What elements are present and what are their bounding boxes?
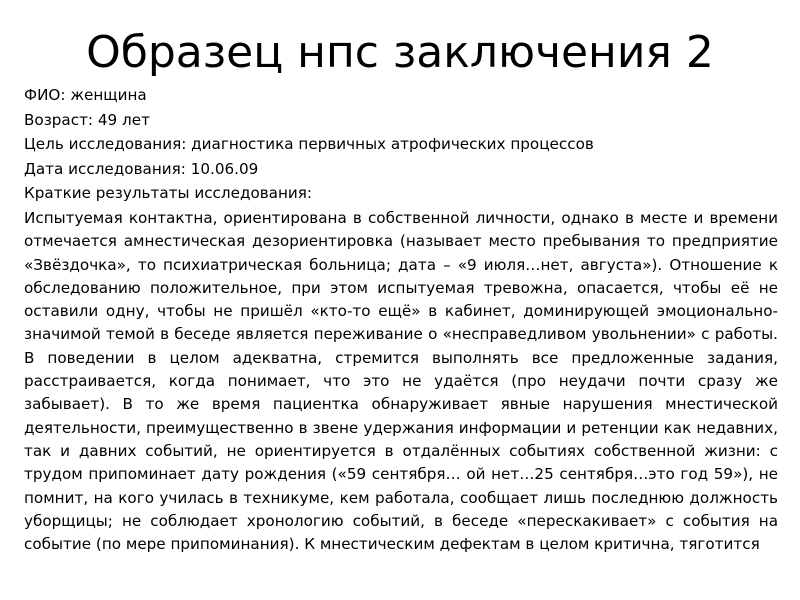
field-age: Возраст: 49 лет: [24, 110, 150, 129]
results-body-text: Испытуемая контактна, ориентирована в собственной личности, однако в месте и времени отмечается амнестическая дезориентировка (называет место пребывания то предприятие «Звёздочка», то психиатрическая больница; дата – «9 июля…нет, августа»). Отношение к обследованию положительное, при этом испытуемая тревожна, опасается, чтобы её не оставили одну, чтобы не пришёл «кто-то ещё» в кабинет, доминирующей эмоционально-значимой темой в беседе является переживание о «несправедливом увольнении» с работы. В поведении в целом адекватна, стремится выполнять все предложенные задания, расстраивается, когда понимает, что это не удаётся (про неудачи почти сразу же забывает). В то же время пациентка обнаруживает явные нарушения мнестической деятельности, преимущественно в звене удержания информации и ретенции как недавних, так и давних событий, не ориентируется в отдалённых событиях собственной жизни: с трудом припоминает дату рождения («59 сентября… ой нет…25 сентября…это год 59»), не помнит, на кого училась в техникуме, кем работала, сообщает лишь последнюю должность уборщицы; не соблюдает хронологию событий, в беседе «перескакивает» с события на событие (по мере припоминания). К мнестическим дефектам в целом критична, тяготится: [24, 208, 778, 554]
field-date: Дата исследования: 10.06.09: [24, 159, 259, 178]
field-fio: ФИО: женщина: [24, 86, 147, 104]
field-purpose: Цель исследования: диагностика первичных атрофических процессов: [24, 135, 594, 154]
slide-title: Образец нпс заключения 2: [86, 27, 714, 78]
slide-content: [24, 84, 778, 556]
field-results-heading: Краткие результаты исследования:: [24, 184, 313, 203]
